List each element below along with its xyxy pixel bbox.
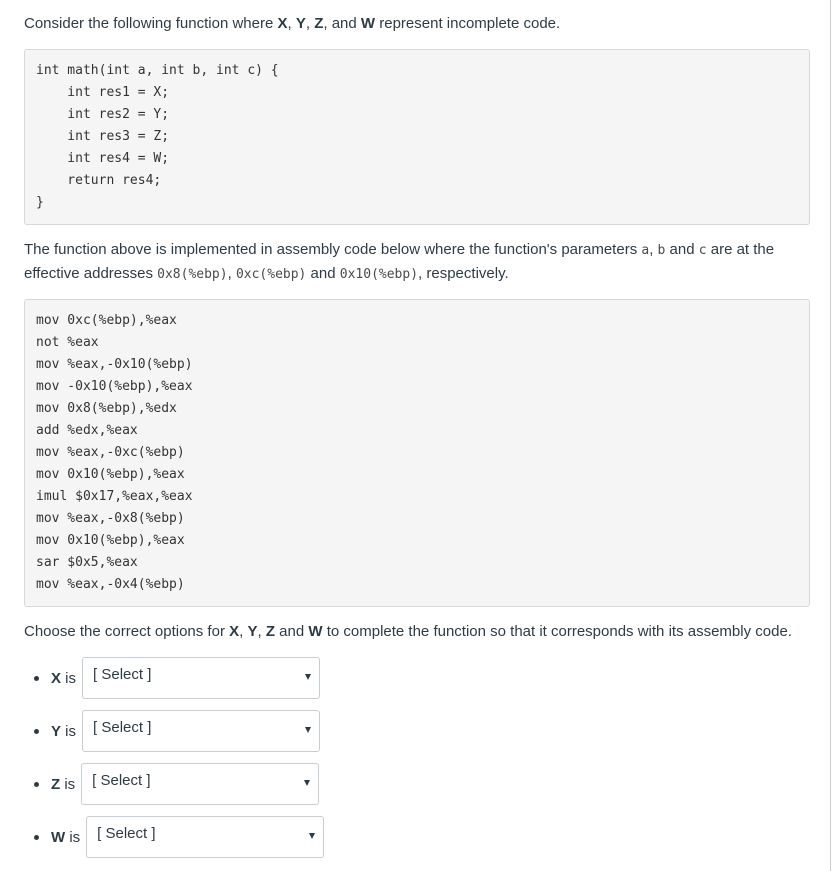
desc-text: , respectively. [418,265,509,282]
asm-line: mov %eax,-0x10(%ebp) [36,357,193,372]
choose-sep: , [239,623,248,640]
select-y-dropdown[interactable] [82,710,320,752]
asm-line: mov 0xc(%ebp),%eax [36,313,177,328]
select-x-value: [ Select ] [93,666,152,683]
code-line: int res1 = X; [36,85,170,100]
is-text: is [61,722,77,740]
var-name: W [51,828,66,846]
desc-text: and [306,265,340,282]
code-line: int math(int a, int b, int c) { [36,63,279,78]
asm-line: mov 0x10(%ebp),%eax [36,467,185,482]
intro-var-z: Z [314,15,324,32]
caret-down-icon [304,780,310,786]
intro-sep: , and [323,15,361,32]
choose-var-w: W [308,623,323,640]
option-z [34,763,319,805]
select-w-dropdown[interactable] [86,816,324,858]
description-text [24,238,810,286]
asm-line: imul $0x17,%eax,%eax [36,489,193,504]
select-x-dropdown[interactable] [82,657,320,699]
code-line: } [36,195,44,210]
desc-text: , [227,265,236,282]
bullet-icon [34,676,39,681]
option-z-label [51,776,75,793]
intro-var-x: X [277,15,288,32]
intro-prefix: Consider the following function where [24,15,278,32]
param-a: a [641,243,650,258]
choose-sep: , [257,623,266,640]
intro-var-w: W [360,15,376,32]
param-b: b [657,243,666,258]
bullet-icon [34,835,39,840]
choose-instruction [24,620,792,643]
caret-down-icon [309,833,315,839]
asm-line: mov 0x8(%ebp),%edx [36,401,177,416]
asm-line: mov %eax,-0xc(%ebp) [36,445,185,460]
is-text: is [60,775,76,793]
asm-line: mov 0x10(%ebp),%eax [36,533,185,548]
is-text: is [65,828,81,846]
var-name: X [51,669,62,687]
addr-a: 0x8(%ebp) [157,267,228,282]
choose-var-x: X [229,623,240,640]
caret-down-icon [305,674,311,680]
choose-text: Choose the correct options for [24,623,230,640]
option-x-label [51,670,76,687]
intro-var-y: Y [295,15,306,32]
asm-code-block [24,299,810,607]
asm-line: sar $0x5,%eax [36,555,138,570]
intro-suffix: represent incomplete code. [375,15,561,32]
option-y-label [51,723,76,740]
select-y-value: [ Select ] [93,719,152,736]
c-code-block [24,49,810,225]
select-w-value: [ Select ] [97,825,156,842]
caret-down-icon [305,727,311,733]
choose-var-z: Z [265,623,275,640]
code-line: int res2 = Y; [36,107,170,122]
intro-text [24,12,560,35]
option-x [34,657,320,699]
option-w [34,816,324,858]
choose-text: to complete the function so that it corresponds with its assembly code. [322,623,792,640]
param-c: c [698,243,707,258]
var-name: Z [51,775,61,793]
var-name: Y [51,722,62,740]
intro-sep: , [287,15,296,32]
bullet-icon [34,782,39,787]
asm-line: mov -0x10(%ebp),%eax [36,379,193,394]
asm-line: not %eax [36,335,99,350]
code-line: return res4; [36,173,162,188]
code-line: int res3 = Z; [36,129,170,144]
choose-var-y: Y [247,623,258,640]
addr-b: 0xc(%ebp) [235,267,307,282]
desc-text: The function above is implemented in assembly code below where the function's parameters [24,241,642,258]
asm-line: mov %eax,-0x4(%ebp) [36,577,185,592]
select-z-value: [ Select ] [92,772,151,789]
bullet-icon [34,729,39,734]
code-line: int res4 = W; [36,151,170,166]
desc-text: and [665,241,699,258]
asm-line: mov %eax,-0x8(%ebp) [36,511,185,526]
option-y [34,710,320,752]
is-text: is [61,669,77,687]
desc-text: are at the effective addresses [24,241,775,282]
asm-line: add %edx,%eax [36,423,138,438]
choose-sep: and [275,623,309,640]
addr-c: 0x10(%ebp) [339,267,419,282]
intro-sep: , [305,15,315,32]
select-z-dropdown[interactable] [81,763,319,805]
desc-text: , [649,241,658,258]
option-w-label [51,829,80,846]
